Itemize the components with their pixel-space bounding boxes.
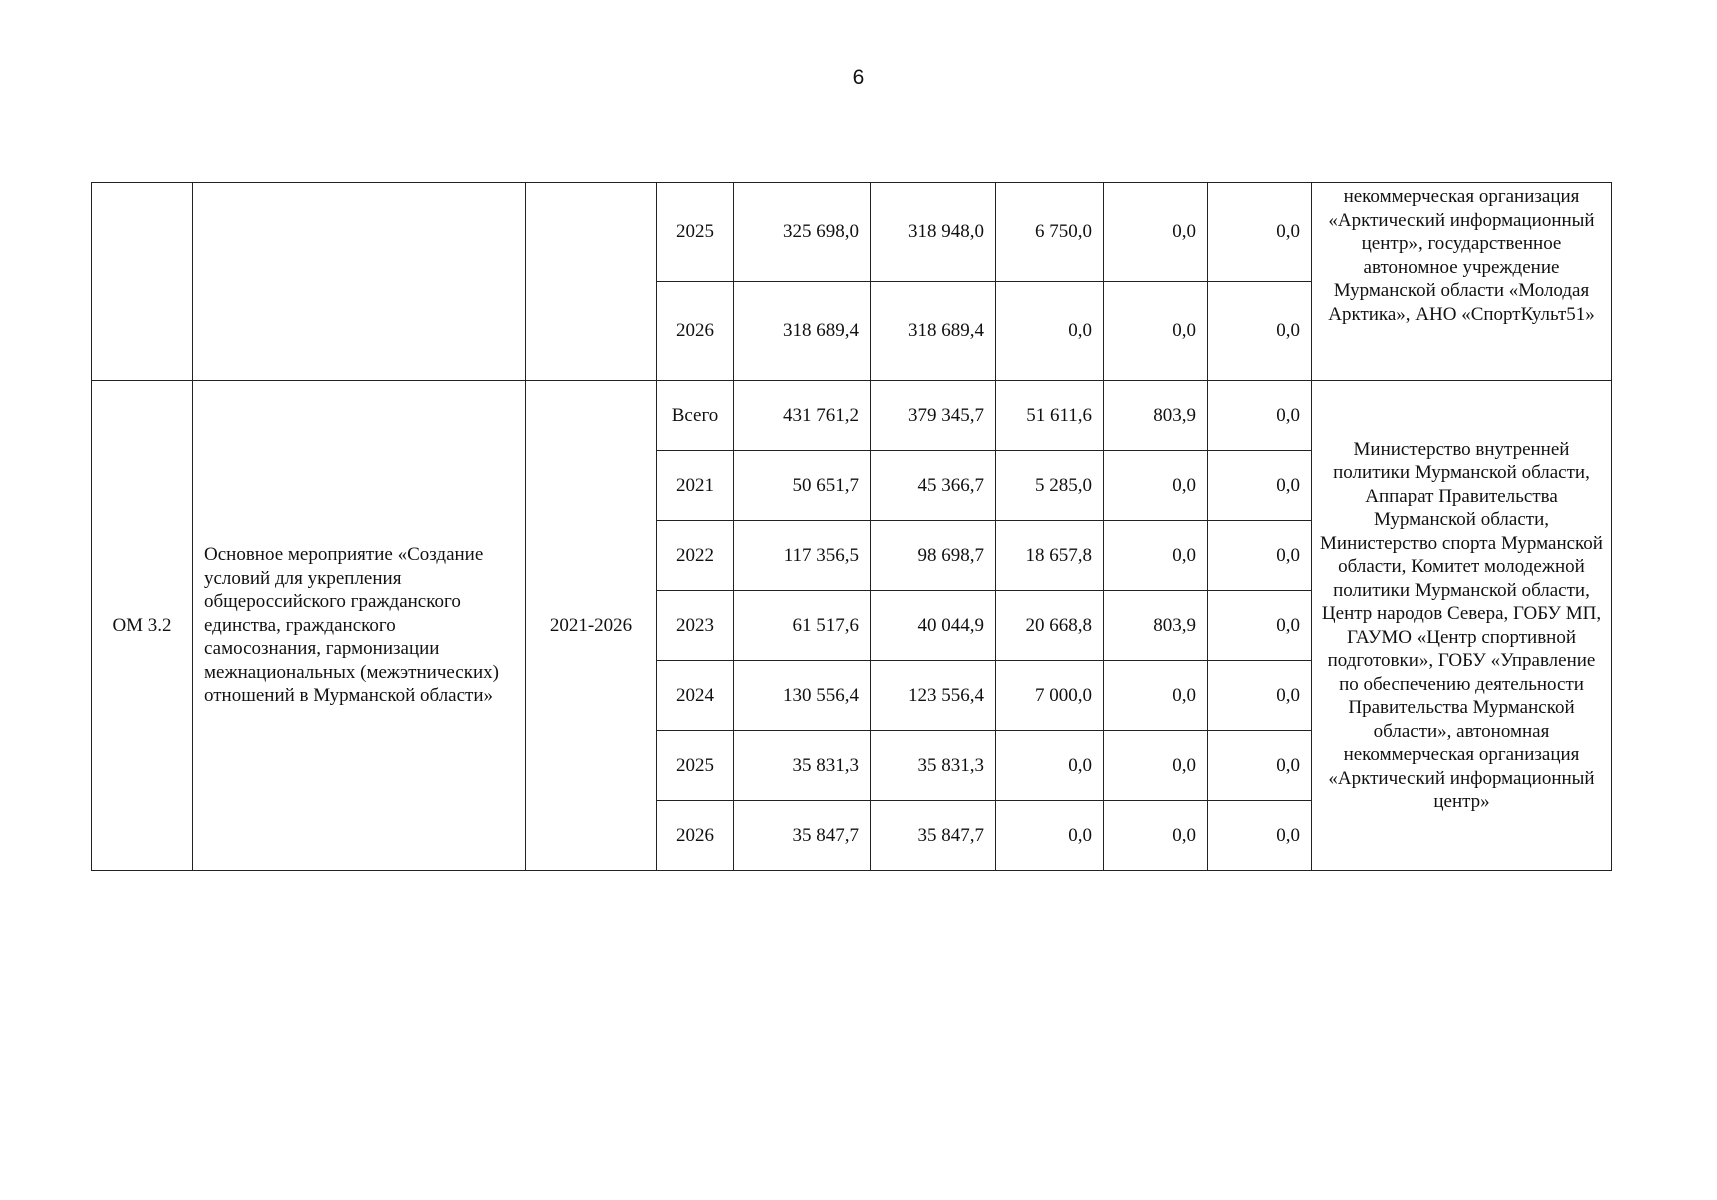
- municipal-budget-cell: 0,0: [1104, 661, 1208, 731]
- total-cell: 117 356,5: [734, 521, 871, 591]
- total-cell: 130 556,4: [734, 661, 871, 731]
- other-sources-cell: 0,0: [1208, 591, 1312, 661]
- regional-budget-cell: 40 044,9: [871, 591, 996, 661]
- year-cell: 2025: [657, 183, 734, 282]
- year-cell: 2022: [657, 521, 734, 591]
- federal-budget-cell: 20 668,8: [996, 591, 1104, 661]
- measure-code-cell: ОМ 3.2: [92, 381, 193, 871]
- year-cell: 2024: [657, 661, 734, 731]
- budget-table: [91, 182, 1612, 871]
- municipal-budget-cell: 0,0: [1104, 183, 1208, 282]
- regional-budget-cell: 98 698,7: [871, 521, 996, 591]
- table-row: [92, 381, 1612, 451]
- prev-period-cell: [526, 183, 657, 381]
- other-sources-cell: 0,0: [1208, 801, 1312, 871]
- regional-budget-cell: 35 847,7: [871, 801, 996, 871]
- total-cell: 61 517,6: [734, 591, 871, 661]
- year-cell: 2023: [657, 591, 734, 661]
- prev-executors-cell: некоммерческая организация «Арктический информационный центр», государственное автономное учреждение Мурманской области «Молодая Арктика», АНО «СпортКульт51»: [1312, 183, 1612, 381]
- total-cell: 35 847,7: [734, 801, 871, 871]
- municipal-budget-cell: 0,0: [1104, 451, 1208, 521]
- regional-budget-cell: 123 556,4: [871, 661, 996, 731]
- prev-code-cell: [92, 183, 193, 381]
- federal-budget-cell: 5 285,0: [996, 451, 1104, 521]
- page-number: 6: [852, 66, 865, 89]
- total-cell: 431 761,2: [734, 381, 871, 451]
- regional-budget-cell: 318 689,4: [871, 282, 996, 381]
- total-cell: 35 831,3: [734, 731, 871, 801]
- other-sources-cell: 0,0: [1208, 451, 1312, 521]
- federal-budget-cell: 0,0: [996, 282, 1104, 381]
- regional-budget-cell: 379 345,7: [871, 381, 996, 451]
- year-cell: 2026: [657, 282, 734, 381]
- year-cell: 2025: [657, 731, 734, 801]
- federal-budget-cell: 18 657,8: [996, 521, 1104, 591]
- municipal-budget-cell: 0,0: [1104, 801, 1208, 871]
- total-cell: 325 698,0: [734, 183, 871, 282]
- other-sources-cell: 0,0: [1208, 282, 1312, 381]
- table-row: [92, 183, 1612, 282]
- municipal-budget-cell: 0,0: [1104, 521, 1208, 591]
- other-sources-cell: 0,0: [1208, 381, 1312, 451]
- federal-budget-cell: 6 750,0: [996, 183, 1104, 282]
- measure-period-cell: 2021-2026: [526, 381, 657, 871]
- other-sources-cell: 0,0: [1208, 521, 1312, 591]
- measure-executors-cell: Министерство внутренней политики Мурманской области, Аппарат Правительства Мурманской области, Министерство спорта Мурманской области, Комитет молодежной политики Мурманской области, Центр народов Севера, ГОБУ МП, ГАУМО «Центр спортивной подготовки», ГОБУ «Управление по обеспечению деятельности Правительства Мурманской области», автономная некоммерческая организация «Арктический информационный центр»: [1312, 381, 1612, 871]
- total-cell: 50 651,7: [734, 451, 871, 521]
- total-cell: 318 689,4: [734, 282, 871, 381]
- federal-budget-cell: 51 611,6: [996, 381, 1104, 451]
- municipal-budget-cell: 0,0: [1104, 282, 1208, 381]
- year-cell: 2026: [657, 801, 734, 871]
- prev-name-cell: [193, 183, 526, 381]
- year-cell: 2021: [657, 451, 734, 521]
- federal-budget-cell: 0,0: [996, 731, 1104, 801]
- year-cell: Всего: [657, 381, 734, 451]
- other-sources-cell: 0,0: [1208, 183, 1312, 282]
- regional-budget-cell: 45 366,7: [871, 451, 996, 521]
- other-sources-cell: 0,0: [1208, 731, 1312, 801]
- regional-budget-cell: 35 831,3: [871, 731, 996, 801]
- federal-budget-cell: 0,0: [996, 801, 1104, 871]
- regional-budget-cell: 318 948,0: [871, 183, 996, 282]
- measure-name-cell: Основное мероприятие «Создание условий для укрепления общероссийского гражданского единства, гражданского самосознания, гармонизации межнациональных (межэтнических) отношений в Мурманской области»: [193, 381, 526, 871]
- municipal-budget-cell: 803,9: [1104, 381, 1208, 451]
- federal-budget-cell: 7 000,0: [996, 661, 1104, 731]
- other-sources-cell: 0,0: [1208, 661, 1312, 731]
- municipal-budget-cell: 0,0: [1104, 731, 1208, 801]
- municipal-budget-cell: 803,9: [1104, 591, 1208, 661]
